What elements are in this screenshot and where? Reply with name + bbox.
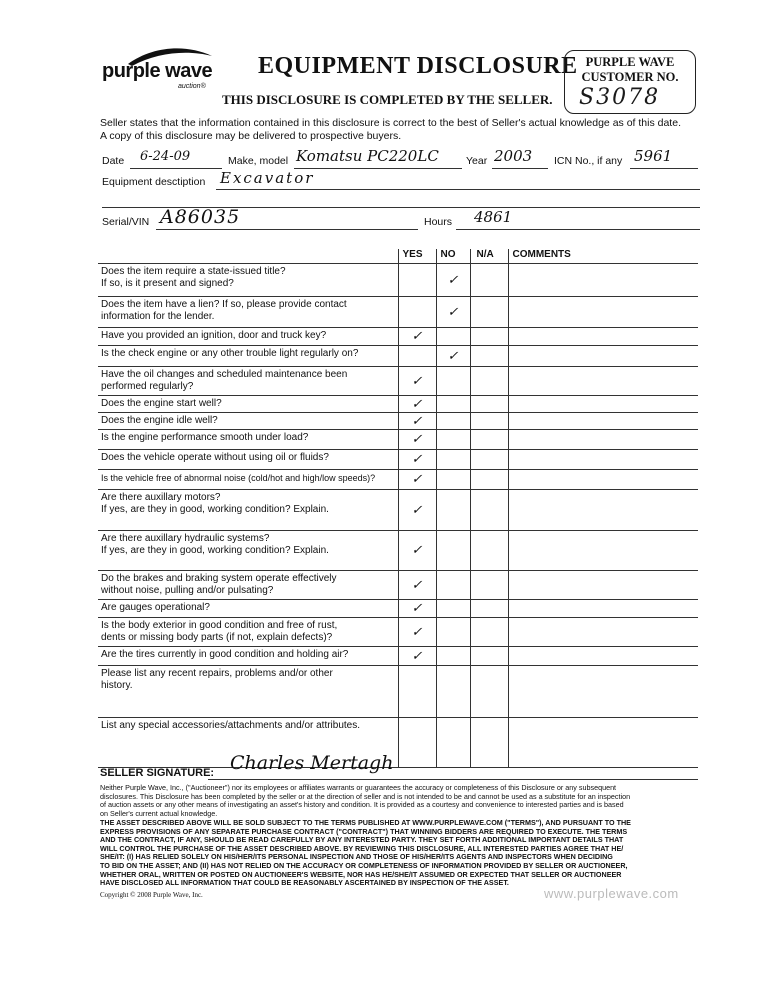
question-text: Does the engine idle well? bbox=[98, 413, 398, 430]
yes-mark[interactable]: ✓ bbox=[398, 470, 436, 490]
no-column-header: NO bbox=[436, 249, 470, 264]
table-row bbox=[98, 297, 698, 328]
equipment-description-underline bbox=[216, 189, 700, 190]
hours-value: 4861 bbox=[474, 208, 513, 226]
legal-line: WILL CONTROL THE PURCHASE OF THE ASSET DESCRIBED ABOVE. BY REVIEWING THIS DISCLOSURE, ALL INTERESTED PARTIES AGREE THAT HE/ bbox=[100, 843, 624, 853]
seller-signature-line bbox=[208, 779, 698, 780]
logo-subtext: auction® bbox=[178, 83, 206, 90]
comments-cell[interactable] bbox=[508, 718, 698, 768]
yes-mark[interactable]: ✓ bbox=[398, 647, 436, 666]
seller-signature-value: Charles Mertagh bbox=[230, 752, 394, 774]
no-mark[interactable] bbox=[436, 600, 470, 618]
icn-value: 5961 bbox=[634, 147, 673, 165]
comments-cell[interactable] bbox=[508, 618, 698, 647]
yes-mark[interactable] bbox=[398, 264, 436, 297]
na-mark[interactable] bbox=[470, 666, 508, 718]
disclaimer-text bbox=[100, 784, 700, 818]
table-row bbox=[98, 413, 698, 430]
table-row bbox=[98, 490, 698, 531]
na-mark[interactable] bbox=[470, 718, 508, 768]
question-text: Does the item require a state-issued title? If so, is it present and signed? bbox=[98, 264, 398, 297]
no-mark[interactable] bbox=[436, 367, 470, 396]
icn-label: ICN No., if any bbox=[554, 155, 623, 167]
no-mark[interactable] bbox=[436, 328, 470, 346]
comments-cell[interactable] bbox=[508, 297, 698, 328]
question-text: Are the tires currently in good condition and holding air? bbox=[98, 647, 398, 666]
question-text: Do the brakes and braking system operate effectively without noise, pulling and/or pulsating? bbox=[98, 571, 398, 600]
date-value: 6-24-09 bbox=[140, 149, 191, 164]
no-mark[interactable] bbox=[436, 396, 470, 413]
question-text: Are there auxillary motors? If yes, are they in good, working condition? Explain. bbox=[98, 490, 398, 531]
comments-cell[interactable] bbox=[508, 413, 698, 430]
date-label: Date bbox=[102, 155, 125, 167]
no-mark[interactable] bbox=[436, 666, 470, 718]
disclosure-questions-table bbox=[98, 249, 698, 768]
na-mark[interactable] bbox=[470, 470, 508, 490]
customer-number-box bbox=[564, 50, 696, 114]
na-mark[interactable] bbox=[470, 413, 508, 430]
serial-vin-value: A86035 bbox=[160, 206, 241, 228]
question-column-header bbox=[98, 249, 398, 264]
yes-mark[interactable]: ✓ bbox=[398, 618, 436, 647]
na-mark[interactable] bbox=[470, 264, 508, 297]
question-text: Is the body exterior in good condition and free of rust, dents or missing body parts (if not, explain defects)? bbox=[98, 618, 398, 647]
table-row bbox=[98, 450, 698, 470]
table-row bbox=[98, 600, 698, 618]
table-row bbox=[98, 571, 698, 600]
na-mark[interactable] bbox=[470, 430, 508, 450]
no-mark[interactable] bbox=[436, 430, 470, 450]
question-text: Is the engine performance smooth under load? bbox=[98, 430, 398, 450]
legal-line: HAVE DISCLOSED ALL INFORMATION THAT COULD BE REASONABLY ASCERTAINED BY INSPECTION OF THE ASSET. bbox=[100, 878, 509, 888]
table-row bbox=[98, 346, 698, 367]
yes-column-header: YES bbox=[398, 249, 436, 264]
no-mark[interactable] bbox=[436, 470, 470, 490]
na-mark[interactable] bbox=[470, 297, 508, 328]
serial-vin-underline bbox=[156, 229, 418, 230]
table-row bbox=[98, 470, 698, 490]
legal-line: AND THE CONTRACT, IF ANY, SHOULD BE READ CAREFULLY BY ANY INTERESTED PARTY. THEY SET FORTH ADDITIONAL IMPORTANT DETAILS THAT bbox=[100, 835, 624, 845]
question-text: List any special accessories/attachments and/or attributes. bbox=[98, 718, 398, 768]
year-underline bbox=[492, 168, 548, 169]
disclaimer-line: disclosures. This Disclosure has been completed by the seller or at the direction of seller and is not intended to be and cannot be used as a substitute for an inspection bbox=[100, 791, 631, 801]
table-header-row bbox=[98, 249, 698, 264]
comments-cell[interactable] bbox=[508, 396, 698, 413]
customer-number-value: S3078 bbox=[579, 85, 661, 110]
comments-cell[interactable] bbox=[508, 450, 698, 470]
yes-mark[interactable]: ✓ bbox=[398, 367, 436, 396]
legal-line: SHE/IT: (I) HAS RELIED SOLELY ON HIS/HER/ITS PERSONAL INSPECTION AND THOSE OF HIS/HER/ITS AGENTS AND INSPECTORS WHEN DECIDING bbox=[100, 852, 613, 862]
na-column-header: N/A bbox=[470, 249, 508, 264]
question-text: Have the oil changes and scheduled maintenance been performed regularly? bbox=[98, 367, 398, 396]
yes-mark[interactable] bbox=[398, 666, 436, 718]
legal-line: TO BID ON THE ASSET; AND (II) HAS NOT RELIED ON THE ACCURACY OR COMPLETENESS OF INFORMATION PROVIDED BY SELLER OR AUCTIONEER, bbox=[100, 860, 628, 870]
intro-text bbox=[100, 117, 710, 143]
yes-mark[interactable]: ✓ bbox=[398, 571, 436, 600]
table-row bbox=[98, 647, 698, 666]
yes-mark[interactable]: ✓ bbox=[398, 531, 436, 571]
table-row bbox=[98, 328, 698, 346]
disclaimer-line: of auction assets or any other means of investigating an asset's history and condition. It is provided as a courtesy and convenience to interested parties and is based bbox=[100, 800, 624, 810]
purple-wave-logo bbox=[98, 42, 216, 94]
question-text: Is the check engine or any other trouble light regularly on? bbox=[98, 346, 398, 367]
comments-cell[interactable] bbox=[508, 346, 698, 367]
question-text: Does the vehicle operate without using oil or fluids? bbox=[98, 450, 398, 470]
table-row bbox=[98, 666, 698, 718]
comments-cell[interactable] bbox=[508, 328, 698, 346]
year-label: Year bbox=[466, 155, 488, 167]
yes-mark[interactable]: ✓ bbox=[398, 450, 436, 470]
comments-cell[interactable] bbox=[508, 430, 698, 450]
no-mark[interactable]: ✓ bbox=[436, 264, 470, 297]
na-mark[interactable] bbox=[470, 618, 508, 647]
serial-vin-label: Serial/VIN bbox=[102, 216, 150, 228]
hours-underline bbox=[456, 229, 700, 230]
logo-wordmark: purple wave bbox=[102, 60, 213, 82]
comments-cell[interactable] bbox=[508, 470, 698, 490]
no-mark[interactable] bbox=[436, 490, 470, 531]
disclaimer-line: on Seller's current actual knowledge. bbox=[100, 808, 218, 818]
seller-signature-label: SELLER SIGNATURE: bbox=[100, 767, 215, 779]
yes-mark[interactable]: ✓ bbox=[398, 430, 436, 450]
na-mark[interactable] bbox=[470, 346, 508, 367]
disclaimer-line: Neither Purple Wave, Inc., ("Auctioneer") nor its employees or affiliates warrants or guarantees the accuracy or completeness of this Disclosure or any subsequent bbox=[100, 783, 617, 792]
yes-mark[interactable]: ✓ bbox=[398, 413, 436, 430]
comments-cell[interactable] bbox=[508, 367, 698, 396]
question-text: Does the engine start well? bbox=[98, 396, 398, 413]
no-mark[interactable] bbox=[436, 450, 470, 470]
comments-cell[interactable] bbox=[508, 490, 698, 531]
table-row bbox=[98, 264, 698, 297]
question-text: Have you provided an ignition, door and truck key? bbox=[98, 328, 398, 346]
na-mark[interactable] bbox=[470, 396, 508, 413]
na-mark[interactable] bbox=[470, 450, 508, 470]
legal-line: WHETHER ORAL, WRITTEN OR POSTED ON AUCTIONEER'S WEBSITE, NOR HAS HE/SHE/IT ASSUMED OR EXPECTED THAT SELLER OR AUCTIONEER bbox=[100, 869, 622, 879]
yes-mark[interactable] bbox=[398, 718, 436, 768]
table-row bbox=[98, 430, 698, 450]
comments-cell[interactable] bbox=[508, 666, 698, 718]
na-mark[interactable] bbox=[470, 600, 508, 618]
comments-cell[interactable] bbox=[508, 531, 698, 571]
page-title: EQUIPMENT DISCLOSURE bbox=[258, 53, 578, 79]
yes-mark[interactable]: ✓ bbox=[398, 490, 436, 531]
year-value: 2003 bbox=[494, 147, 533, 165]
question-text: Are there auxillary hydraulic systems? If yes, are they in good, working condition? Explain. bbox=[98, 531, 398, 571]
customer-box-line1: PURPLE WAVE bbox=[585, 55, 675, 69]
comments-cell[interactable] bbox=[508, 571, 698, 600]
no-mark[interactable]: ✓ bbox=[436, 297, 470, 328]
intro-line-1: Seller states that the information contained in this disclosure is correct to the best of Seller's actual knowledge as of this date. bbox=[100, 117, 681, 129]
table-row bbox=[98, 618, 698, 647]
na-mark[interactable] bbox=[470, 328, 508, 346]
na-mark[interactable] bbox=[470, 367, 508, 396]
no-mark[interactable] bbox=[436, 413, 470, 430]
make-model-label: Make, model bbox=[228, 155, 289, 167]
no-mark[interactable] bbox=[436, 647, 470, 666]
na-mark[interactable] bbox=[470, 490, 508, 531]
table-row bbox=[98, 367, 698, 396]
na-mark[interactable] bbox=[470, 571, 508, 600]
yes-mark[interactable] bbox=[398, 297, 436, 328]
comments-cell[interactable] bbox=[508, 600, 698, 618]
legal-line: THE ASSET DESCRIBED ABOVE WILL BE SOLD SUBJECT TO THE TERMS PUBLISHED AT WWW.PURPLEWAVE.COM ("TERMS"), AND PURSUANT TO THE bbox=[100, 818, 631, 827]
na-mark[interactable] bbox=[470, 647, 508, 666]
legal-terms-text bbox=[100, 819, 700, 888]
no-mark[interactable] bbox=[436, 618, 470, 647]
table-row bbox=[98, 396, 698, 413]
question-text: Are gauges operational? bbox=[98, 600, 398, 618]
no-mark[interactable] bbox=[436, 531, 470, 571]
date-underline bbox=[130, 168, 222, 169]
page-subtitle: THIS DISCLOSURE IS COMPLETED BY THE SELLER. bbox=[222, 92, 553, 107]
comments-column-header: COMMENTS bbox=[508, 249, 698, 264]
table-row bbox=[98, 718, 698, 768]
make-model-value: Komatsu PC220LC bbox=[296, 147, 439, 165]
intro-line-2: A copy of this disclosure may be delivered to prospective buyers. bbox=[100, 130, 402, 142]
comments-cell[interactable] bbox=[508, 264, 698, 297]
yes-mark[interactable]: ✓ bbox=[398, 328, 436, 346]
no-mark[interactable]: ✓ bbox=[436, 346, 470, 367]
question-text: Is the vehicle free of abnormal noise (cold/hot and high/low speeds)? bbox=[98, 470, 398, 490]
icn-underline bbox=[630, 168, 698, 169]
hours-label: Hours bbox=[424, 216, 453, 228]
equipment-description-value: Excavator bbox=[220, 169, 315, 187]
equipment-description-label: Equipment desctiption bbox=[102, 176, 206, 188]
comments-cell[interactable] bbox=[508, 647, 698, 666]
legal-line: EXPRESS PROVISIONS OF ANY SEPARATE PURCHASE CONTRACT ("CONTRACT") THAT WINNING BIDDERS ARE REQUIRED TO EXECUTE. THE TERMS bbox=[100, 826, 628, 836]
make-model-underline bbox=[294, 168, 462, 169]
question-text: Does the item have a lien? If so, please provide contact information for the lender. bbox=[98, 297, 398, 328]
customer-box-line2: CUSTOMER NO. bbox=[581, 70, 679, 84]
yes-mark[interactable]: ✓ bbox=[398, 396, 436, 413]
yes-mark[interactable] bbox=[398, 346, 436, 367]
na-mark[interactable] bbox=[470, 531, 508, 571]
no-mark[interactable] bbox=[436, 718, 470, 768]
no-mark[interactable] bbox=[436, 571, 470, 600]
table-row bbox=[98, 531, 698, 571]
yes-mark[interactable]: ✓ bbox=[398, 600, 436, 618]
question-text: Please list any recent repairs, problems and/or other history. bbox=[98, 666, 398, 718]
copyright-notice: Copyright © 2008 Purple Wave, Inc. bbox=[100, 891, 203, 899]
website-watermark: www.purplewave.com bbox=[544, 886, 679, 901]
